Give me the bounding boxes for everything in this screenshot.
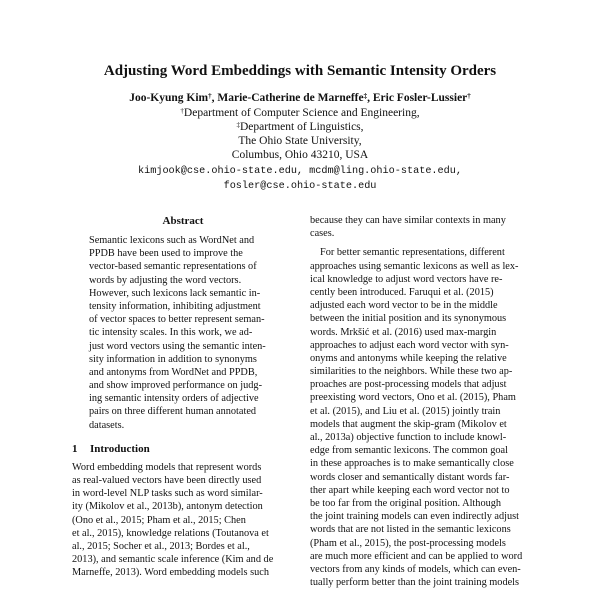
abstract-heading: Abstract bbox=[162, 215, 204, 227]
text-line: (Ono et al., 2015; Pham et al., 2015; Chen bbox=[72, 514, 246, 526]
text-line: al., 2013a) objective function to include knowl- bbox=[310, 432, 507, 443]
affiliation-mark: ‡ bbox=[236, 121, 240, 129]
text-line: as real-valued vectors have been directly used bbox=[72, 475, 262, 486]
author-separator: , bbox=[211, 92, 218, 104]
text-line: ity (Mikolov et al., 2013b), antonym detection bbox=[72, 501, 263, 513]
text-line: Semantic lexicons such as WordNet and bbox=[89, 235, 255, 246]
text-line: be too far from the original position. Although bbox=[310, 497, 502, 509]
text-line: pairs on three different human annotated bbox=[89, 406, 257, 418]
text-line: edge from semantic lexicons. The common goal bbox=[310, 445, 508, 457]
author-separator: , bbox=[367, 92, 373, 104]
text-line: ical knowledge to adjust word vectors have re- bbox=[310, 273, 503, 285]
affiliation-text: Department of Linguistics, bbox=[239, 121, 364, 133]
text-line: al., 2015; Socher et al., 2013; Bordes et al., bbox=[72, 540, 250, 552]
affiliation-line bbox=[0, 120, 600, 134]
text-line: the joint training models can even indirectly adjust bbox=[310, 511, 520, 523]
affiliation-mark: ‡ bbox=[363, 92, 368, 100]
section-number: 1 bbox=[72, 442, 78, 455]
text-line: ther apart while keeping each word vector not to bbox=[310, 484, 510, 496]
text-line: However, such lexicons lack semantic in- bbox=[89, 287, 261, 299]
affiliation-line bbox=[0, 148, 600, 162]
text-line: words. Mrkšić et al. (2016) used max-margin bbox=[310, 326, 497, 338]
text-line: For better semantic representations, different bbox=[320, 247, 505, 259]
author-name: Joo-Kyung Kim bbox=[129, 92, 209, 104]
text-line: preexisting word vectors, Ono et al. (2015), Pham bbox=[310, 392, 516, 404]
affiliation-mark: † bbox=[467, 92, 471, 100]
abstract-body bbox=[72, 234, 294, 432]
text-line: just word vectors using the semantic inten- bbox=[89, 340, 266, 352]
text-line: vector-based semantic representations of bbox=[89, 261, 257, 273]
text-line: of vector spaces to better represent seman- bbox=[89, 314, 265, 326]
text-line: ing semantic intensity orders of adjective bbox=[89, 393, 259, 405]
affiliation-mark: † bbox=[208, 92, 212, 100]
text-line: vectors from any kinds of models, which can even- bbox=[310, 563, 521, 575]
affiliation-text: Department of Computer Science and Engineering, bbox=[183, 107, 420, 119]
text-line: words that are not listed in the semantic lexicons bbox=[310, 524, 511, 536]
text-line: and antonyms from WordNet and PPDB, bbox=[89, 366, 258, 378]
paper-title: Adjusting Word Embeddings with Semantic Intensity Orders bbox=[103, 63, 497, 79]
text-line: PPDB have been used to improve the bbox=[89, 248, 243, 260]
text-line: tensity information, inhibiting adjustment bbox=[89, 300, 261, 312]
introduction-body bbox=[72, 461, 294, 580]
section-heading-introduction bbox=[72, 442, 294, 456]
text-line: because they can have similar contexts in many bbox=[310, 215, 506, 226]
text-line: approaches to adjust each word vector with syn- bbox=[310, 339, 509, 351]
text-line: in these approaches is to make semantically close bbox=[310, 458, 514, 470]
affiliation-line bbox=[0, 134, 600, 148]
text-line: Word embedding models that represent words bbox=[72, 461, 262, 473]
right-column bbox=[310, 214, 532, 589]
text-line: 2013), and semantic scale inference (Kim and de bbox=[72, 554, 274, 566]
text-line: datasets. bbox=[89, 419, 125, 431]
section-title: Introduction bbox=[90, 442, 150, 455]
text-line: and show improved performance on judg- bbox=[89, 380, 262, 392]
affiliations bbox=[0, 106, 600, 162]
text-line: in word-level NLP tasks such as word similar- bbox=[72, 488, 263, 500]
text-line: cases. bbox=[310, 228, 335, 240]
left-column bbox=[72, 214, 294, 580]
text-line: tually perform better than the joint training models bbox=[310, 577, 520, 589]
paragraph bbox=[310, 214, 532, 240]
text-line: models that augment the skip-gram (Mikolov et bbox=[310, 418, 507, 430]
email-line: fosler@cse.ohio-state.edu bbox=[223, 181, 377, 192]
text-line: cently been introduced. Faruqui et al. (2015) bbox=[310, 286, 494, 298]
text-line: sity information in addition to synonyms bbox=[89, 353, 257, 365]
text-line: similarities to the neighbors. While these two ap- bbox=[310, 366, 513, 378]
affiliation-text: The Ohio State University, bbox=[238, 135, 362, 147]
affiliation-mark: † bbox=[180, 107, 184, 115]
text-line: words closer and semantically distant words far- bbox=[310, 471, 510, 483]
author-emails bbox=[0, 164, 600, 194]
author-name: Eric Fosler-Lussier bbox=[372, 92, 468, 104]
text-line: Marneffe, 2013). Word embedding models such bbox=[72, 567, 269, 579]
text-line: between the initial position and its synonymous bbox=[310, 313, 507, 325]
text-line: et al. (2015), and Liu et al. (2015) jointly train bbox=[310, 405, 501, 417]
text-line: tic intensity scales. In this work, we ad- bbox=[89, 327, 253, 339]
text-line: et al., 2015), knowledge relations (Toutanova et bbox=[72, 527, 269, 539]
affiliation-text: Columbus, Ohio 43210, USA bbox=[231, 149, 369, 161]
text-line: (Pham et al., 2015), the post-processing models bbox=[310, 537, 506, 549]
author-name: Marie-Catherine de Marneffe bbox=[217, 92, 364, 104]
affiliation-line bbox=[0, 106, 600, 120]
text-line: proaches are post-processing models that adjust bbox=[310, 379, 507, 391]
text-line: words by adjusting the word vectors. bbox=[89, 274, 242, 286]
email-line: kimjook@cse.ohio-state.edu, mcdm@ling.ohio-state.edu, bbox=[137, 166, 462, 177]
paragraph bbox=[310, 246, 532, 589]
author-list bbox=[0, 91, 600, 105]
text-line: onyms and antonyms while keeping the relative bbox=[310, 352, 507, 364]
text-line: adjusted each word vector to be in the middle bbox=[310, 300, 498, 312]
text-line: approaches using semantic lexicons as well as lex- bbox=[310, 260, 519, 272]
text-line: are much more efficient and can be applied to word bbox=[310, 550, 523, 562]
